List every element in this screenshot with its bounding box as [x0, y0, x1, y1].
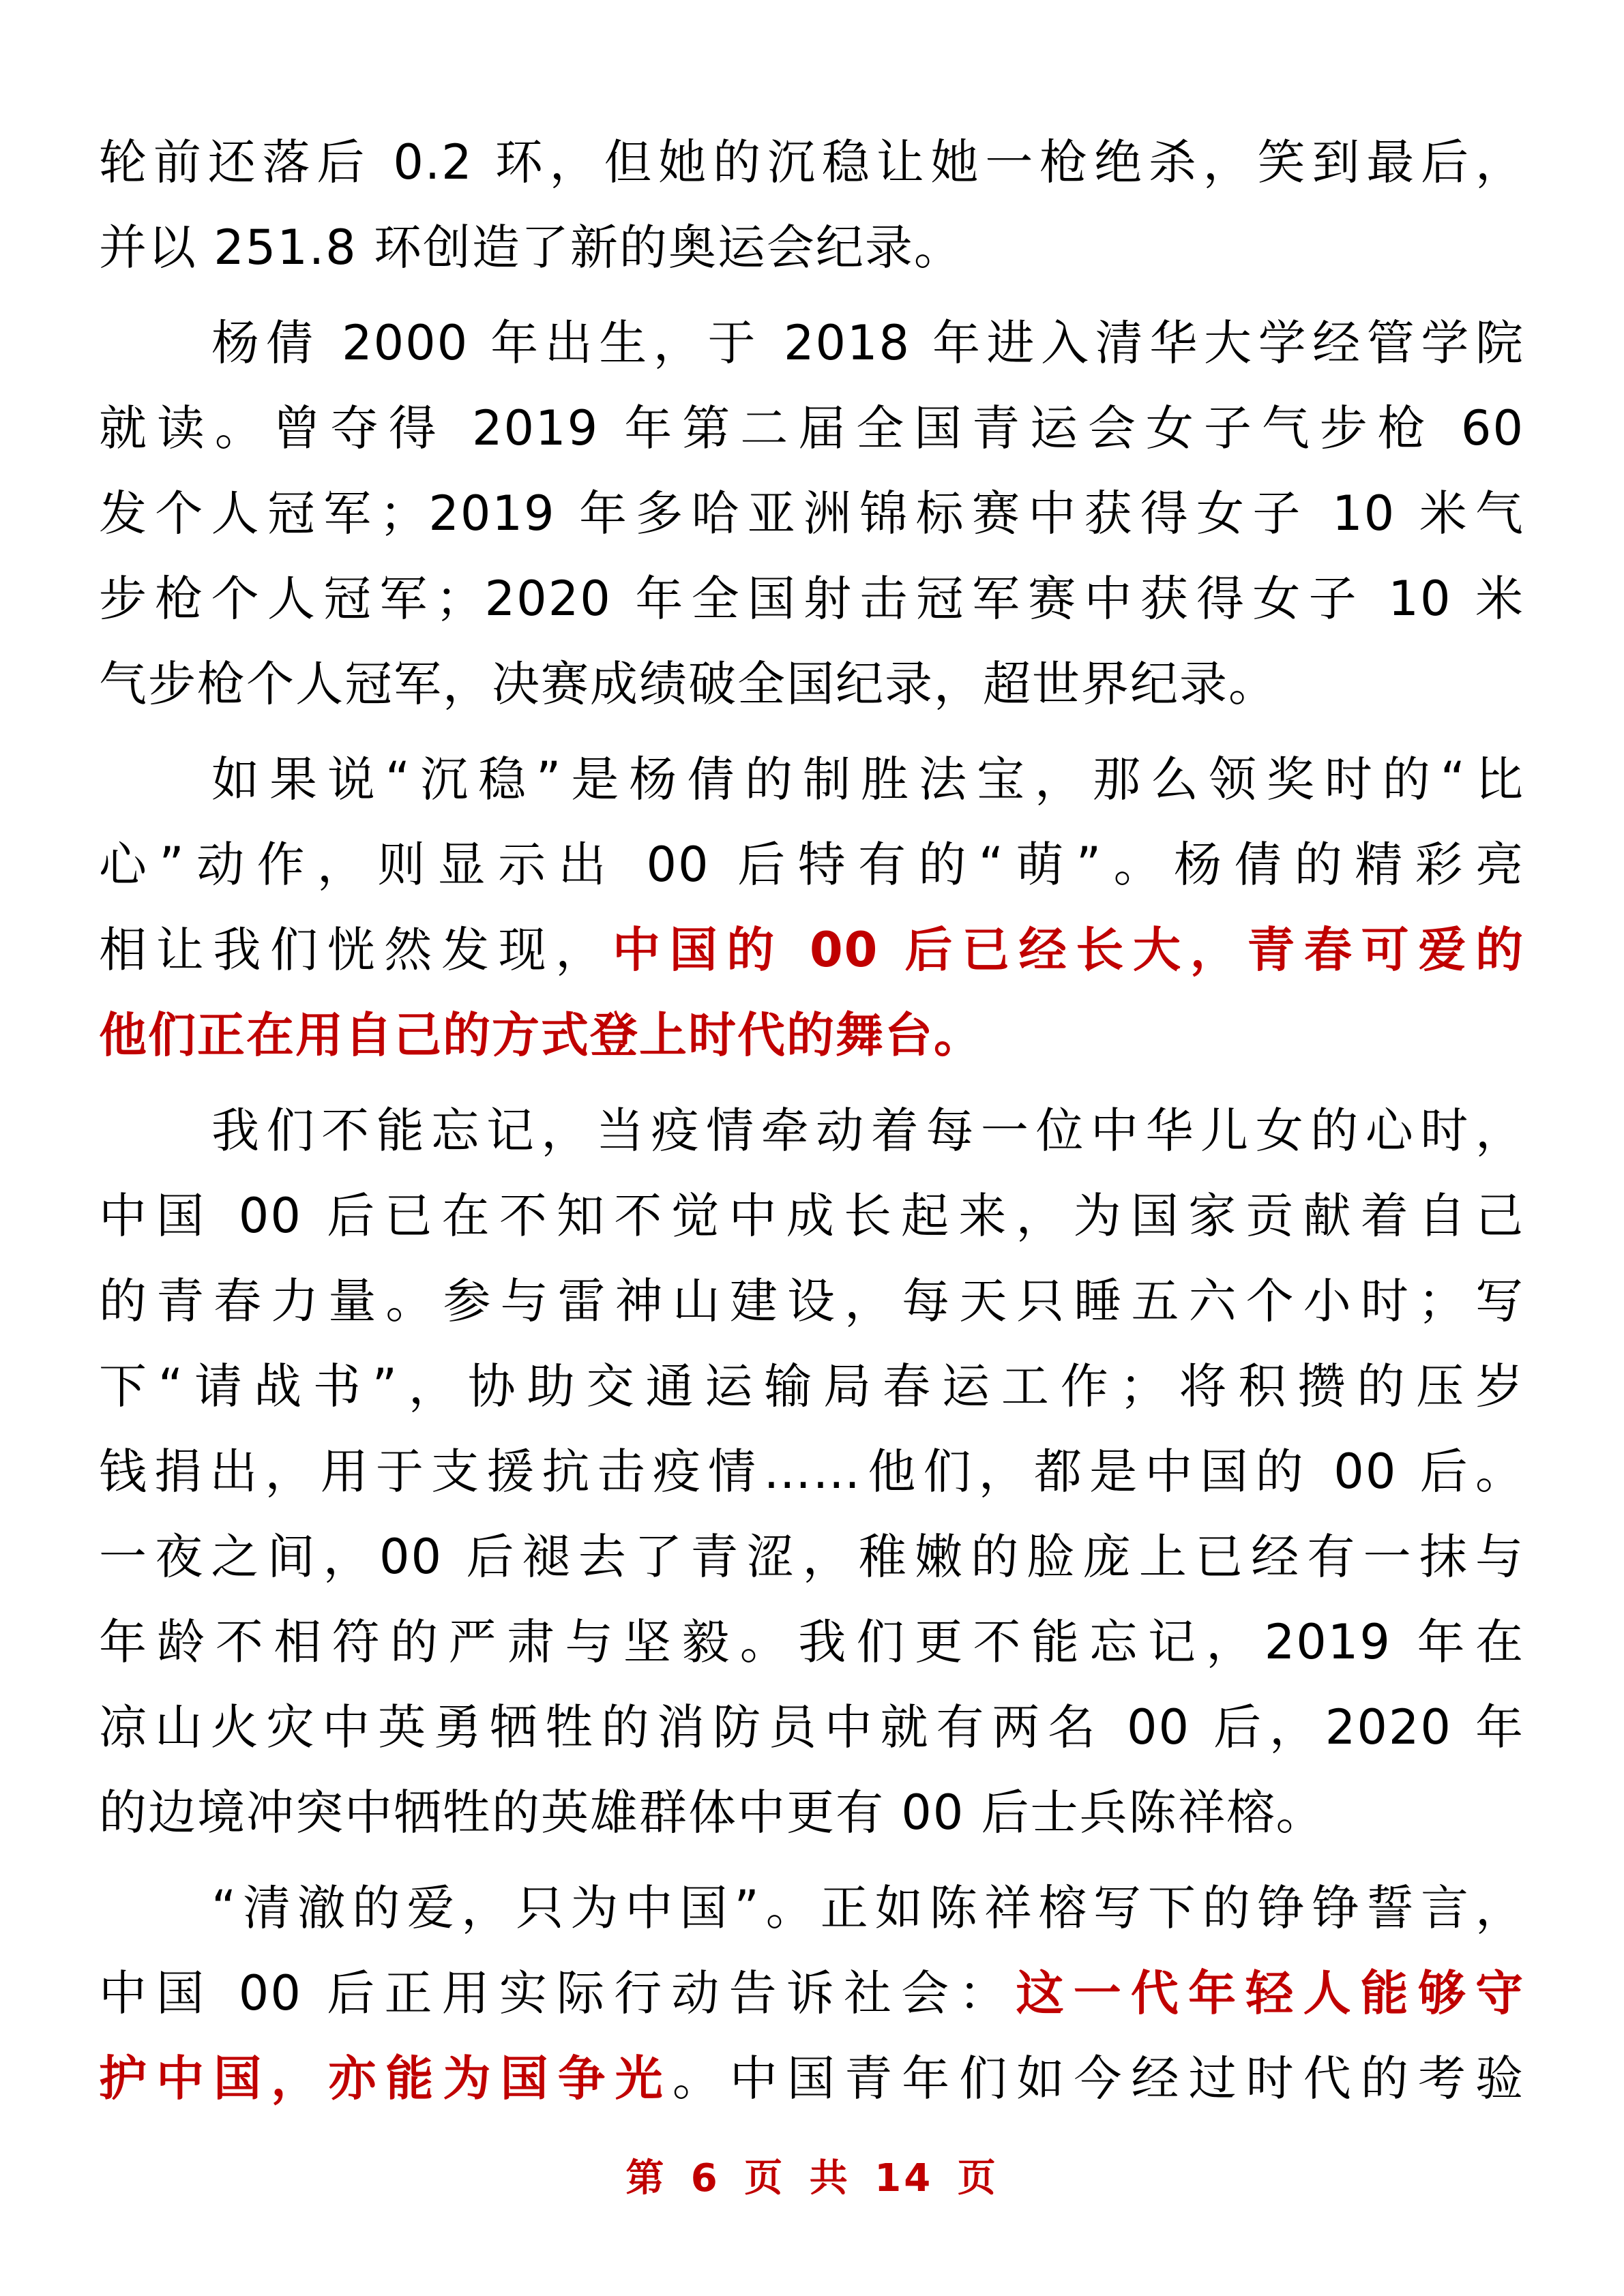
highlighted-text: 中国的 00 后已经长大，青春可爱的 — [612, 922, 1525, 978]
text-line: 气步枪个人冠军，决赛成绩破全国纪录，超世界纪录。 — [99, 656, 1278, 712]
highlighted-text: 护中国，亦能为国争光 — [99, 2051, 673, 2106]
text-line: 并以 251.8 环创造了新的奥运会纪录。 — [99, 220, 963, 275]
highlighted-text: 这一代年轻人能够守 — [1016, 1965, 1525, 2021]
text-line: 下“请战书”，协助交通运输局春运工作；将积攒的压岁 — [99, 1358, 1524, 1414]
text-line: 凉山火灾中英勇牺牲的消防员中就有两名 00 后，2020 年 — [99, 1699, 1524, 1755]
highlighted-text: 他们正在用自己的方式登上时代的舞台。 — [99, 1007, 983, 1063]
text-line: 一夜之间，00 后褪去了青涩，稚嫩的脸庞上已经有一抹与 — [99, 1529, 1524, 1585]
text-line: 就读。曾夺得 2019 年第二届全国青运会女子气步枪 60 — [99, 400, 1524, 456]
text-line: 发个人冠军；2019 年多哈亚洲锦标赛中获得女子 10 米气 — [99, 486, 1524, 541]
text-line: 心”动作，则显示出 00 后特有的“萌”。杨倩的精彩亮 — [99, 837, 1524, 893]
body-text: 相让我们恍然发现， — [99, 922, 612, 978]
text-line: 如果说“沉稳”是杨倩的制胜法宝，那么领奖时的“比 — [211, 751, 1524, 807]
text-line: 的边境冲突中牺牲的英雄群体中更有 00 后士兵陈祥榕。 — [99, 1785, 1325, 1840]
text-line: 年龄不相符的严肃与坚毅。我们更不能忘记，2019 年在 — [99, 1614, 1524, 1670]
paragraph — [99, 309, 1524, 735]
text-line — [99, 1001, 1524, 1086]
paragraph — [99, 1097, 1524, 1864]
text-line: “清澈的爱，只为中国”。正如陈祥榕写下的铮铮誓言， — [211, 1880, 1524, 1936]
text-line: 我们不能忘记，当疫情牵动着每一位中华儿女的心时， — [211, 1103, 1524, 1159]
text-line: 轮前还落后 0.2 环，但她的沉稳让她一枪绝杀，笑到最后， — [99, 134, 1524, 190]
page-number-footer: 第 6 页 共 14 页 — [625, 2156, 999, 2201]
body-text: 中国 00 后正用实际行动告诉社会： — [99, 1965, 1016, 2021]
paragraph — [99, 128, 1524, 299]
text-line — [99, 1959, 1524, 2044]
text-line: 中国 00 后已在不知不觉中成长起来，为国家贡献着自己 — [99, 1188, 1524, 1244]
body-text: 。中国青年们如今经过时代的考验 — [672, 2051, 1525, 2106]
paragraph — [99, 1874, 1524, 2130]
text-line — [99, 2044, 1524, 2130]
text-line: 步枪个人冠军；2020 年全国射击冠军赛中获得女子 10 米 — [99, 571, 1524, 627]
paragraph — [99, 745, 1524, 1086]
text-line: 钱捐出，用于支援抗击疫情……他们，都是中国的 00 后。 — [99, 1444, 1524, 1500]
text-line: 杨倩 2000 年出生，于 2018 年进入清华大学经管学院 — [211, 315, 1524, 371]
text-line — [99, 916, 1524, 1001]
text-line: 的青春力量。参与雷神山建设，每天只睡五六个小时；写 — [99, 1273, 1524, 1329]
document-page — [99, 128, 1524, 2140]
